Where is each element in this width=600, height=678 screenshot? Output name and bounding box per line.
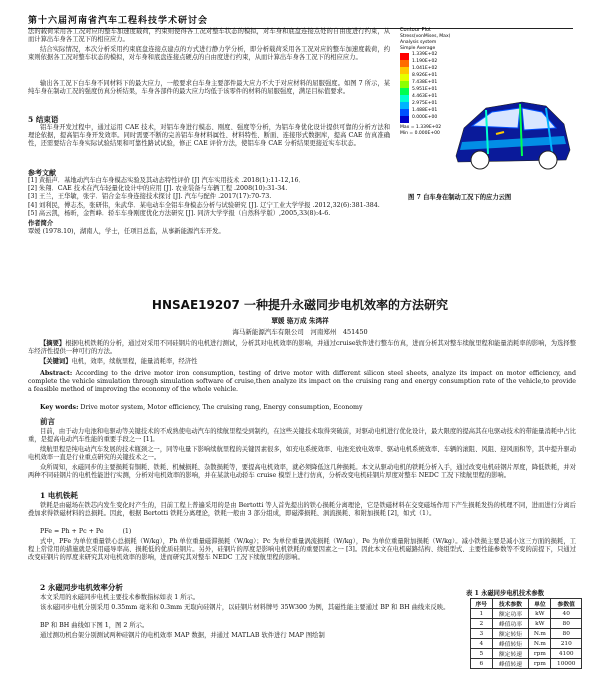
section-2-heading: 2 永磁同步电机效率分析 xyxy=(40,583,123,592)
keywords-cn xyxy=(28,358,576,366)
legend-value: 1.190E+02 xyxy=(412,59,438,64)
stress-contour-figure xyxy=(396,24,576,190)
reference-item: [1] 黄振声．基地动汽车白车身模态实验及其动态特性评价 [J] 汽车实用技术 .2018(1):11-12,16． xyxy=(28,177,305,184)
legend-swatch xyxy=(400,60,409,67)
abstract-cn-label: 【摘要】 xyxy=(40,340,66,347)
table-cell: kW xyxy=(529,609,551,619)
stress-contour-svg xyxy=(396,24,576,190)
references-list xyxy=(28,177,390,218)
table-header-row xyxy=(471,599,582,609)
legend-value: 5.951E+01 xyxy=(412,87,438,92)
references-heading: 参考文献 xyxy=(28,168,56,177)
table-cell: 1 xyxy=(471,609,493,619)
author-note xyxy=(28,220,390,228)
legend-swatch xyxy=(400,88,409,95)
keywords-en xyxy=(28,404,576,412)
reference-item: [2] 朱翔．CAE 技术在汽车轻量化设计中的应用 [J]. 农业装备与车辆工程 .2008(10):31-34. xyxy=(28,185,288,193)
running-header: 第十六届河南省汽车工程科技学术研讨会 xyxy=(28,13,573,29)
abstract-cn xyxy=(28,340,576,356)
table-row xyxy=(471,659,582,669)
preface-paragraph-2: 续航里程是纯电动汽车发展的技术瓶颈之一，同等电量下影响续航里程的关键因素很多，如充电系统效率、电池充放电效率、驱动电机系统效率、车辆的滚阻、风阻、迎风面积等，其中提升驱动电机效率一直是行业重点研究的关键技术之一。 xyxy=(28,446,576,462)
table-cell: rpm xyxy=(529,659,551,669)
section-2-text-2: 该永磁同步电机分别采用 0.35mm 毫米和 0.3mm 无取向硅钢片，以硅钢片材料牌号 35W300 为例，其磁性能主要通过 BP 和 BH 曲线来反映。 xyxy=(40,604,450,611)
table-cell: 峰值转矩 xyxy=(492,639,529,649)
table-row xyxy=(471,649,582,659)
legend-value: 0.000E+00 xyxy=(412,115,438,120)
paragraph-3: 输出各工况下白车身不同材料下的最大应力，一般要求白车身主要部件最大应力不大于对应材料的屈服强度。如图 7 所示，某纯车身在制动工况的强度仿真分析结果，车身各部件的最大应力均低于该零件的材料的屈服强度，满足目标值要求。 xyxy=(28,80,390,96)
legend-swatch xyxy=(400,81,409,88)
table-cell: N.m xyxy=(529,639,551,649)
preface-paragraph-1: 目前，由于动力电池和电驱动等关键技术的不成熟使电动汽车的续航里程受到制约，在这些关键技术取得突破前，对驱动电机进行优化设计，最大限度的提高其在电驱动技术的带能量消耗中占比重，是提高电动汽车性能的重要手段之一 [1]。 xyxy=(28,428,576,444)
table-cell: 4 xyxy=(471,639,493,649)
motor-parameter-table xyxy=(470,598,582,669)
table-cell: 峰值功率 xyxy=(492,619,529,629)
section-1-text: 铁耗是由磁场在铁芯内发生变化时产生的，目前工程上普遍采用的是由 Bertotti 等人首先提出的铁心损耗分离理论，它是铁磁材料在交变磁场作用下产生损耗发热的机理不同，进而进行分离后叠加求得铁磁材料的总损耗。因此，根据 Bertotti 铁耗分离理论，铁耗一般由 3 部分组成，即磁滞损耗、涡流损耗、和附加损耗 [2]，如式（1）。 xyxy=(28,502,576,518)
legend-max: Max = 1.339E+02 xyxy=(400,125,442,130)
table-header-cell: 序号 xyxy=(471,599,493,609)
equation-1: PFe = Ph + Pc + Pe (1) xyxy=(40,528,132,535)
table-cell: N.m xyxy=(529,629,551,639)
legend-title: Contour Plot xyxy=(400,27,431,33)
table-cell: 峰值转速 xyxy=(492,659,529,669)
table-cell: 4100 xyxy=(551,649,582,659)
keywords-en-label: Key words: xyxy=(40,404,79,411)
paragraph-1: 法的载荷采用各工况对应的整车加速度载荷，约束则使得各工况对整车状态的模拟，对车身和底盘连接点处的自由度进行约束，从而计算出车身各工况下的相应应力。 xyxy=(28,28,390,44)
table-row xyxy=(471,619,582,629)
legend-min: Min = 0.000E+00 xyxy=(400,131,440,136)
table-cell: 40 xyxy=(551,609,582,619)
keywords-cn-label: 【关键词】 xyxy=(40,358,72,365)
legend-swatch xyxy=(400,102,409,109)
section-2-text-3: BP 和 BH 曲线如下图 1，图 2 所示。 xyxy=(40,622,149,629)
reference-item: [3] 王兰，王华敏，张宇．铝合金车身连接技术探讨 [J]. 汽车与配件 .2017(17):70-73. xyxy=(28,193,272,201)
conclusion-text: 铝车身开发过程中，通过运用 CAE 技术，对铝车身进行模态、刚度、强度等分析，为铝车身优化设计提供可靠的分析方法和理论依据，提高铝车身开发效率。同时需要不断的完善铝车身材料属性、材料特性、断面、连接形式数据库，提高 CAE 仿真准确性，还需要结合车身实际试验结果和可靠性路试试验，修正 CAE 评价方法，使铝车身 CAE 分析结果更接近实车状态。 xyxy=(28,124,390,148)
legend-value: 1.339E+02 xyxy=(412,52,438,57)
legend-subtitle-1: Stress(vonMises, Max) xyxy=(400,34,451,39)
author-note-label: 作者简介 xyxy=(28,220,54,227)
abstract-en xyxy=(28,370,576,395)
article-authors: 覃媛 骆万成 朱鸿祥 xyxy=(271,317,329,325)
legend-swatch xyxy=(400,53,409,60)
reference-item: [4] 刘利民，傅志杰，张研伟，朱武华．某电动车全铝车身模态分析与试验研究 [J]. 辽宁工业大学学报 .2012,32(6):381-384. xyxy=(28,201,380,209)
legend-swatch xyxy=(400,116,409,123)
preface-paragraph-3: 众所周知，永磁同步的主要损耗有铜耗、铁耗、机械损耗、杂散损耗等，要提高电机效率，就必须降低这几种损耗。本文从驱动电机的铁耗分析入手，通过改变电机硅钢片厚度，降低铁耗，并对两种不同硅钢片的电机性能进行实测，分析对电机效率的影响，并在某款电动轿车 cruise 模型上进行仿真，分析改变电机硅钢片厚度对整车 NEDC 工况下续航里程的影响。 xyxy=(28,464,576,480)
section-1-heading: 1 电机铁耗 xyxy=(40,491,78,500)
article-title: HNSAE19207 一种提升永磁同步电机效率的方法研究 xyxy=(151,298,449,312)
section-2-text-4: 通过测功机台架分别测试两种硅钢片的电机效率 MAP 数据，并通过 MATLAB 软件进行 MAP 图绘制 xyxy=(40,632,325,639)
table-header-cell: 参数值 xyxy=(551,599,582,609)
table-cell: rpm xyxy=(529,649,551,659)
table-cell: 2 xyxy=(471,619,493,629)
table-cell: 210 xyxy=(551,639,582,649)
paragraph-2: 结合实际情况，本次分析采用约束底盘连接点建点的方式进行静力学分析，即分析载荷采用各工况对应的整车加速度载荷，约束则依据各工况对整车状态的模拟，对车身和底盘连接点硬点的自由度进行约束，从而计算出车身各工况下的相应应力。 xyxy=(28,46,390,62)
table-cell: 6 xyxy=(471,659,493,669)
author-note-text: 覃媛 (1978.10)，湖南人，学士，任项目总监，从事新能源汽车开发。 xyxy=(28,228,225,235)
legend-swatch xyxy=(400,74,409,81)
table-cell: 额定转矩 xyxy=(492,629,529,639)
table-cell: 额定转速 xyxy=(492,649,529,659)
legend-value: 8.926E+01 xyxy=(412,73,438,78)
abstract-en-label: Abstract: xyxy=(40,370,73,377)
abstract-en-text: According to the drive motor iron consumption, testing of drive motor with different silicon steel sheets, analyze its impact on motor efficiency, and complete the vehicle simulation through simulation software of cruise,then analyze its impact on the cruising rang and energy consumption rate of the vehicle,to provide a feasible method of improving the economy of the whole vehicle. xyxy=(28,370,576,394)
table-cell: 3 xyxy=(471,629,493,639)
table-row xyxy=(471,639,582,649)
preface-heading: 前言 xyxy=(40,417,55,426)
table-cell: 80 xyxy=(551,629,582,639)
legend-swatch xyxy=(400,67,409,74)
keywords-cn-text: 电机，效率，续航里程，能量消耗率，经济性 xyxy=(71,358,198,365)
table-cell: 5 xyxy=(471,649,493,659)
body-in-white-model xyxy=(456,102,570,169)
reference-item: [5] 高云凯，杨昕，金哲峰．轿车车身刚度优化方法研究 [J]. 同济大学学报（自然科学版）,2005,33(8):4-6. xyxy=(28,209,331,217)
table-cell: 额定功率 xyxy=(492,609,529,619)
legend-value: 1.041E+02 xyxy=(412,66,438,71)
section-2-text-1: 本文采用的永磁同步电机主要技术参数指标如表 1 所示。 xyxy=(40,594,200,601)
section-1-text-2: 式中，PFe 为单位重量铁心总损耗（W/kg），Ph 单位重量磁滞损耗（W/kg）；Pc 为单位重量涡流损耗（W/kg），Pe 为单位重量附加损耗（W/kg）。减小铁损主要是减小这三方面的损耗，工程上常常用的措施就是采用磁导率高、损耗低的优质硅钢片。另外，硅钢片的厚度是影响电机铁耗的重要因素之一 [3]。因此本文在电机磁路结构、绕组型式、主要性能参数等不变的前提下，只通过改变硅钢片的厚度来研究其对电机效率的影响，进而研究其对整车 NEDC 工况下续航里程的影响。 xyxy=(28,538,576,562)
abstract-cn-text: 根据电机铁耗的分析，通过对采用不同硅钢片的电机进行测试，分析其对电机效率的影响，并通过cruise软件进行整车仿真，进而分析其对整车续航里程和能量消耗率的影响，为选择整车经济性提供一种可行的方法。 xyxy=(28,340,576,356)
legend-value: 7.438E+01 xyxy=(412,80,438,85)
figure-caption: 图 7 白车身在制动工况下的应力云图 xyxy=(408,194,512,201)
conclusion-heading: 5 结束语 xyxy=(28,115,59,124)
legend-value: 2.975E+01 xyxy=(412,101,438,106)
table-cell: 80 xyxy=(551,619,582,629)
article-affiliation: 海马新能源汽车有限公司 河南郑州 451450 xyxy=(232,328,368,336)
legend-value: 4.463E+01 xyxy=(412,94,438,99)
table-header-cell: 单位 xyxy=(529,599,551,609)
table-row xyxy=(471,609,582,619)
legend-subtitle-3: Simple Average xyxy=(400,46,436,51)
keywords-en-text: Drive motor system, Motor efficiency, The cruising rang, Energy consumption, Economy xyxy=(80,404,363,411)
table-body xyxy=(471,609,582,669)
legend-value: 1.488E+01 xyxy=(412,108,438,113)
legend-color-scale xyxy=(400,51,437,123)
table-caption: 表 1 永磁同步电机技术参数 xyxy=(466,590,545,597)
table-row xyxy=(471,629,582,639)
table-header-cell: 技术参数 xyxy=(492,599,529,609)
table-cell: 10000 xyxy=(551,659,582,669)
legend-swatch xyxy=(400,95,409,102)
legend-swatch xyxy=(400,109,409,116)
table-cell: kW xyxy=(529,619,551,629)
legend-subtitle-2: Analysis system xyxy=(400,40,437,45)
